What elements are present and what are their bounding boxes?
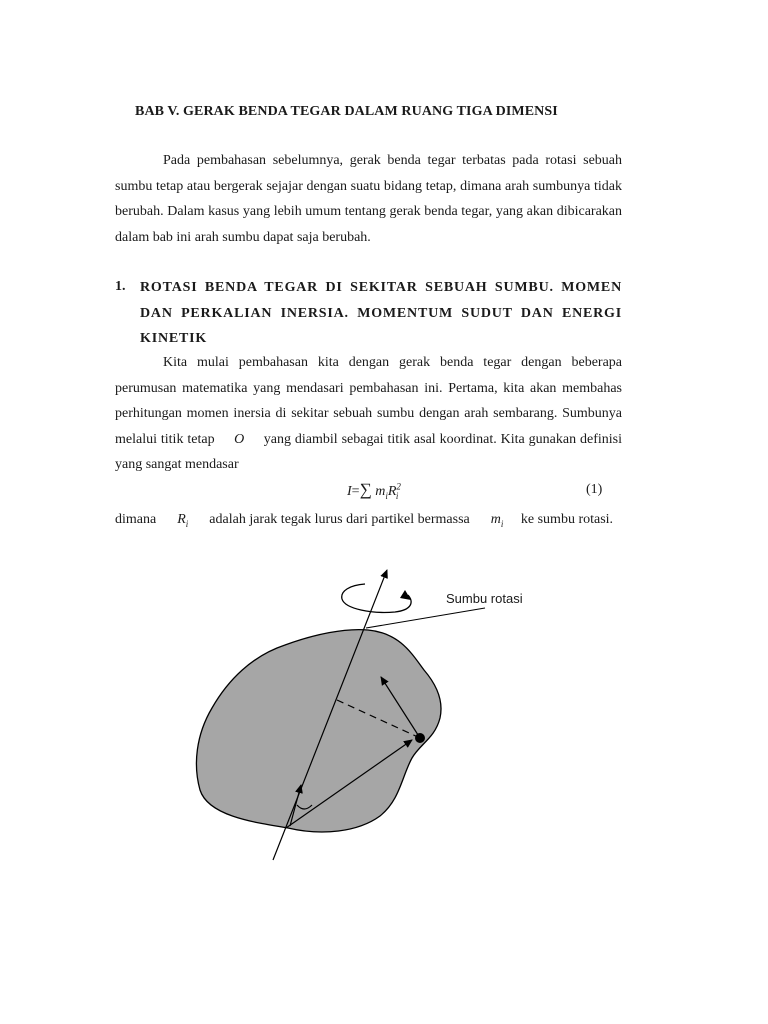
section-title: ROTASI BENDA TEGAR DI SEKITAR SEBUAH SUMBU. MOMEN DAN PERKALIAN INERSIA. MOMENTUM SUDUT DAN ENERGI KINETIK <box>140 280 622 346</box>
eq-sum: ∑ <box>359 480 372 499</box>
def-text-2: adalah jarak tegak lurus dari partikel bermassa <box>209 512 470 527</box>
eq-r: R <box>387 484 397 499</box>
symbol-r: $R_i$ <box>177 512 189 529</box>
def-text-1: dimana <box>115 512 157 527</box>
eq-lhs: I <box>347 484 352 499</box>
body-text-1: Kita mulai pembahasan kita dengan gerak benda tegar dengan beberapa perumusan matematika yang mendasari pembahasan ini. Pertama, kita akan membahas perhitungan momen inersia di sekitar sebuah sumbu dengan arah sembarang. Sumbunya melalui titik tetap <box>115 355 622 447</box>
section-number: 1. <box>115 279 126 294</box>
particle-mass <box>415 733 425 743</box>
eq-r-sub: i <box>395 490 399 501</box>
rotation-arrow-head <box>400 590 411 600</box>
axis-caption: Sumbu rotasi <box>446 591 523 606</box>
body-text-2: yang diambil sebagai titik asal koordinat. Kita gunakan definisi yang sangat mendasar <box>115 431 622 472</box>
eq-m: m <box>375 484 386 499</box>
symbol-o: O <box>234 431 245 447</box>
chapter-title: BAB V. GERAK BENDA TEGAR DALAM RUANG TIGA DIMENSI <box>135 104 558 119</box>
eq-equals: = <box>351 484 360 499</box>
eq-m-sub: i <box>385 490 388 501</box>
equation-number: (1) <box>586 482 603 497</box>
def-text-3: ke sumbu rotasi. <box>520 512 614 527</box>
intro-text: Pada pembahasan sebelumnya, gerak benda tegar terbatas pada rotasi sebuah sumbu tetap atau bergerak sejajar dengan suatu bidang tetap, dimana arah sumbunya tidak berubah. Dalam kasus yang lebih umum tentang gerak benda tegar, yang akan dibicarakan dalam bab ini arah sumbu dapat saja berubah. <box>115 153 622 245</box>
caption-leader-line <box>366 608 485 628</box>
symbol-m: $m_i$ <box>490 512 504 529</box>
eq-r-sup: 2 <box>396 481 401 492</box>
